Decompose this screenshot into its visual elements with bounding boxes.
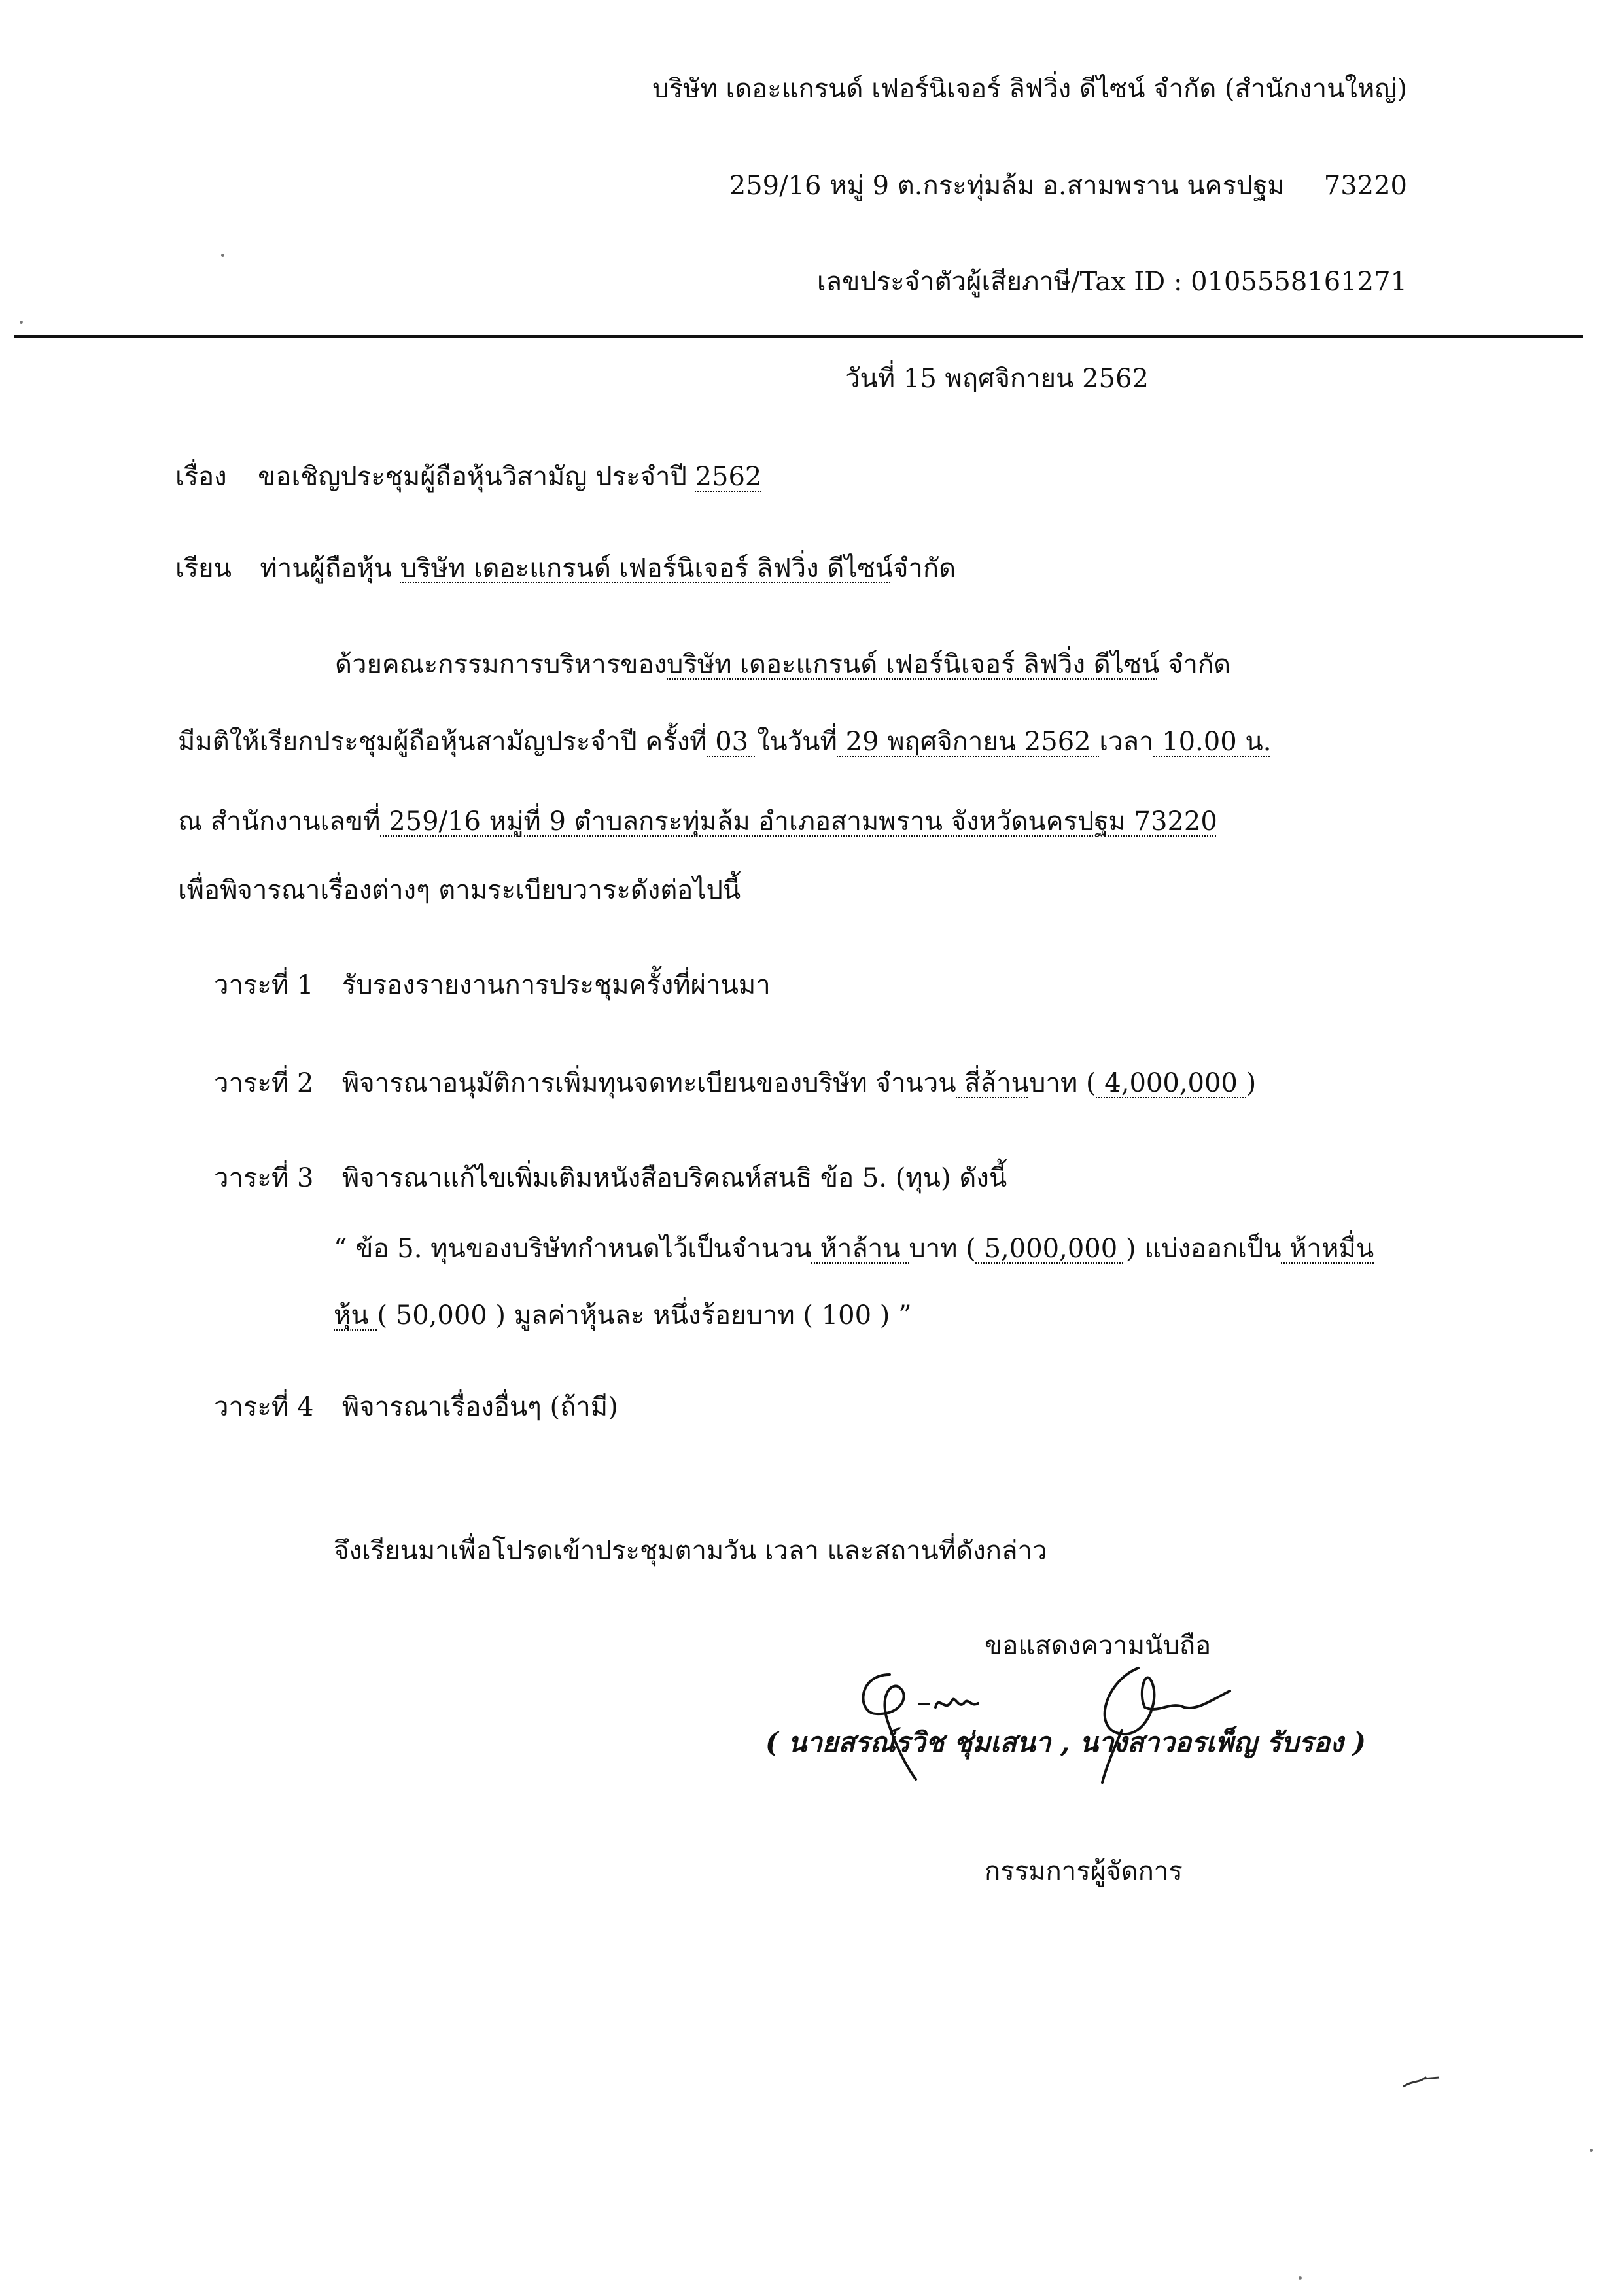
- agenda-text: พิจารณาเรื่องอื่นๆ (ถ้ามี): [341, 1392, 618, 1422]
- quote-text: “ ข้อ 5. ทุนของบริษัทกำหนดไว้เป็นจำนวน: [334, 1234, 812, 1264]
- body-text: เวลา: [1099, 727, 1154, 757]
- agenda-item-4: [214, 1390, 618, 1424]
- body-text: ณ สำนักงานเลขที่: [178, 807, 381, 837]
- header-divider: [14, 335, 1583, 338]
- meeting-date: 29 พฤศจิกายน 2562: [837, 727, 1100, 757]
- agenda-text: บาท (: [1029, 1068, 1096, 1098]
- body-company: บริษัท เดอะแกรนด์ เฟอร์นิเจอร์ ลิฟวิ่ง ดีไซน์: [667, 650, 1160, 680]
- shares-words: ห้าหมื่น: [1281, 1234, 1374, 1264]
- agenda-3-quote-line-1: [334, 1232, 1374, 1266]
- capital-increase-amount: 4,000,000: [1096, 1068, 1246, 1098]
- tax-id: เลขประจำตัวผู้เสียภาษี/Tax ID : 0105558161271: [816, 267, 1407, 297]
- meeting-address: 259/16 หมู่ที่ 9 ตำบลกระทุ่มล้ม อำเภอสามพราน จังหวัดนครปฐม 73220: [380, 807, 1217, 837]
- recipient-label: เรียน: [175, 553, 232, 583]
- signer-names: ( นายสรณ์รวิช ชุ่มเสนา , นางสาวอรเพ็ญ รับรอง ): [765, 1726, 1367, 1758]
- agenda-text: พิจารณาอนุมัติการเพิ่มทุนจดทะเบียนของบริษัท จำนวน: [341, 1068, 956, 1098]
- body-text: ด้วยคณะกรรมการบริหารของ: [335, 650, 667, 680]
- signer-position: กรรมการผู้จัดการ: [985, 1856, 1183, 1887]
- company-address: [729, 169, 1407, 203]
- meeting-time: 10.00 น.: [1153, 727, 1272, 757]
- body-text: ในวันที่: [756, 727, 837, 757]
- subject-text: ขอเชิญประชุมผู้ถือหุ้นวิสามัญ ประจำปี: [258, 462, 687, 492]
- agenda-text: รับรองรายงานการประชุมครั้งที่ผ่านมา: [341, 970, 771, 1000]
- scan-mark: [1400, 2067, 1452, 2093]
- subject-label: เรื่อง: [175, 462, 227, 492]
- body-line-3: [178, 805, 1217, 839]
- body-text: จำกัด: [1159, 650, 1231, 680]
- subject-line: [175, 460, 761, 494]
- closing-invitation: จึงเรียนมาเพื่อโปรดเข้าประชุมตามวัน เวลา และสถานที่ดังกล่าว: [334, 1536, 1047, 1566]
- scan-speck: [221, 254, 224, 257]
- capital-words: ห้าล้าน: [811, 1234, 909, 1264]
- closing-regards: ขอแสดงความนับถือ: [985, 1631, 1212, 1661]
- agenda-label: วาระที่ 1: [214, 970, 314, 1000]
- signature-1-tail: [919, 1699, 978, 1707]
- agenda-item-3: [214, 1161, 1007, 1195]
- scan-speck: [1299, 2276, 1302, 2280]
- agenda-item-1: [214, 968, 771, 1002]
- capital-increase-words: สี่ล้าน: [956, 1068, 1030, 1098]
- signatures: [831, 1655, 1276, 1786]
- recipient-suffix: จำกัด: [892, 553, 956, 583]
- body-line-4: เพื่อพิจารณาเรื่องต่างๆ ตามระเบียบวาระดังต่อไปนี้: [178, 875, 741, 905]
- quote-text: ) แบ่งออกเป็น: [1125, 1234, 1282, 1264]
- body-line-1: [335, 648, 1230, 682]
- capital-amount: 5,000,000: [975, 1234, 1126, 1264]
- agenda-label: วาระที่ 3: [214, 1163, 314, 1193]
- agenda-item-2: [214, 1066, 1256, 1100]
- recipient-line: [175, 551, 956, 585]
- body-line-2: [178, 725, 1271, 759]
- agenda-3-quote-line-2: [334, 1298, 912, 1332]
- scan-speck: [1590, 2149, 1593, 2152]
- address-text: 259/16 หมู่ 9 ต.กระทุ่มล้ม อ.สามพราน นครปฐม: [729, 171, 1285, 201]
- subject-year: 2562: [695, 462, 762, 492]
- agenda-label: วาระที่ 4: [214, 1392, 314, 1422]
- letter-date: วันที่ 15 พฤศจิกายน 2562: [845, 364, 1149, 394]
- meeting-number: 03: [707, 727, 757, 757]
- signature-2: [1105, 1668, 1230, 1734]
- body-text: มีมติให้เรียกประชุมผู้ถือหุ้นสามัญประจำปี ครั้งที่: [178, 727, 707, 757]
- shares-words-cont: หุ้น: [334, 1300, 377, 1331]
- postcode: 73220: [1323, 171, 1407, 201]
- scan-speck: [20, 321, 23, 324]
- agenda-label: วาระที่ 2: [214, 1068, 314, 1098]
- quote-text: บาท (: [909, 1234, 976, 1264]
- quote-text: ( 50,000 ) มูลค่าหุ้นละ หนึ่งร้อยบาท ( 100 ) ”: [377, 1300, 912, 1331]
- recipient-company: บริษัท เดอะแกรนด์ เฟอร์นิเจอร์ ลิฟวิ่ง ดีไซน์: [400, 553, 893, 583]
- agenda-text: ): [1246, 1068, 1257, 1098]
- agenda-text: พิจารณาแก้ไขเพิ่มเติมหนังสือบริคณห์สนธิ ข้อ 5. (ทุน) ดังนี้: [341, 1163, 1007, 1193]
- recipient-prefix: ท่านผู้ถือหุ้น: [260, 553, 392, 583]
- company-name-header: บริษัท เดอะแกรนด์ เฟอร์นิเจอร์ ลิฟวิ่ง ดีไซน์ จำกัด (สำนักงานใหญ่): [652, 74, 1407, 104]
